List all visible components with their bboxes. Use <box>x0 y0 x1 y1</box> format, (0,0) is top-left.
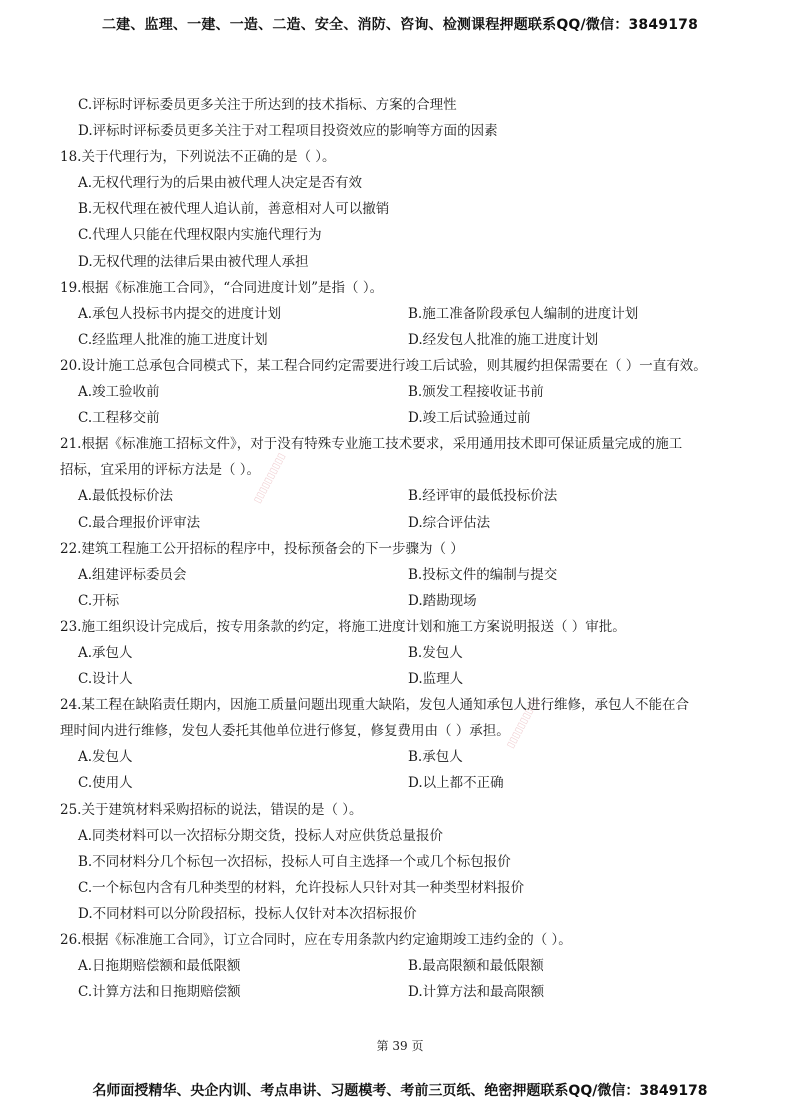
option-row <box>60 562 750 588</box>
page-footer: 名师面授精华、央企内训、考点串讲、习题模考、考前三页纸、绝密押题联系QQ/微信：3849178 <box>92 1083 708 1099</box>
question-24-stem: 24.某工程在缺陷责任期内，因施工质量问题出现重大缺陷，发包人通知承包人进行维修，承包人不能在合 <box>60 697 689 714</box>
option-row <box>60 640 750 666</box>
option-a: A.日拖期赔偿额和最低限额 <box>78 958 241 975</box>
option-d: D.经发包人批准的施工进度计划 <box>408 331 599 348</box>
option-b: B.发包人 <box>408 644 463 661</box>
question-23-stem: 23.施工组织设计完成后，按专用条款的约定，将施工进度计划和施工方案说明报送（ ）审批。 <box>60 618 626 635</box>
question-21-stem-continued: 招标，宜采用的评标方法是（ ）。 <box>60 462 261 479</box>
option-line: B.无权代理在被代理人追认前，善意相对人可以撤销 <box>78 201 390 218</box>
question-25-stem: 25.关于建筑材料采购招标的说法，错误的是（ ）。 <box>60 801 363 818</box>
option-line: D.不同材料可以分阶段招标，投标人仅针对本次招标报价 <box>78 905 417 922</box>
option-row <box>60 666 750 692</box>
option-b: B.经评审的最低投标价法 <box>408 488 558 505</box>
option-row <box>60 588 750 614</box>
option-row <box>60 510 750 536</box>
question-26-stem: 26.根据《标准施工合同》，订立合同时，应在专用条款内约定逾期竣工违约金的（ ）。 <box>60 932 572 948</box>
option-row <box>60 770 750 796</box>
option-d: D.踏勘现场 <box>408 592 477 609</box>
option-line: C.代理人只能在代理权限内实施代理行为 <box>78 227 322 244</box>
option-c: C.经监理人批准的施工进度计划 <box>78 331 268 348</box>
option-line: C.一个标包内含有几种类型的材料，允许投标人只针对其一种类型材料报价 <box>78 879 525 896</box>
question-21-stem: 21.根据《标准施工招标文件》，对于没有特殊专业施工技术要求，采用通用技术即可保证质量完成的施工 <box>60 436 683 453</box>
page-number: 第 39 页 <box>376 1039 424 1053</box>
option-b: B.最高限额和最低限额 <box>408 958 544 975</box>
option-d: D.以上都不正确 <box>408 775 504 792</box>
option-b: B.投标文件的编制与提交 <box>408 566 558 583</box>
option-line: A.同类材料可以一次招标分期交货，投标人对应供货总量报价 <box>78 827 444 844</box>
option-line: B.不同材料分几个标包一次招标，投标人可自主选择一个或几个标包报价 <box>78 853 511 870</box>
option-d: D.计算方法和最高限额 <box>408 984 545 1001</box>
option-a: A.承包人 <box>78 644 133 661</box>
option-row <box>60 744 750 770</box>
option-row <box>60 979 750 1005</box>
option-row <box>60 405 750 431</box>
option-d: D.监理人 <box>408 671 464 688</box>
option-line: D.评标时评标委员更多关注于对工程项目投资效应的影响等方面的因素 <box>78 123 498 140</box>
option-a: A.最低投标价法 <box>78 488 174 505</box>
option-line: A.无权代理行为的后果由被代理人决定是否有效 <box>78 175 363 192</box>
option-line: C.评标时评标委员更多关注于所达到的技术指标、方案的合理性 <box>78 97 457 113</box>
option-line: D.无权代理的法律后果由被代理人承担 <box>78 253 309 270</box>
option-a: A.组建评标委员会 <box>78 566 187 583</box>
option-d: D.综合评估法 <box>408 514 491 531</box>
option-row <box>60 301 750 327</box>
option-c: C.设计人 <box>78 671 133 688</box>
watermark-stamp: ▯▯▯▯▯▯▯▯▯▯ <box>505 696 541 751</box>
option-row <box>60 953 750 979</box>
option-row <box>60 483 750 509</box>
question-19-stem: 19.根据《标准施工合同》，“合同进度计划”是指（ ）。 <box>60 279 384 296</box>
option-c: C.开标 <box>78 592 120 609</box>
option-a: A.竣工验收前 <box>78 384 160 401</box>
question-22-stem: 22.建筑工程施工公开招标的程序中，投标预备会的下一步骤为（ ） <box>60 540 464 557</box>
option-c: C.计算方法和日拖期赔偿额 <box>78 984 241 1001</box>
option-a: A.承包人投标书内提交的进度计划 <box>78 305 282 322</box>
option-b: B.施工准备阶段承包人编制的进度计划 <box>408 305 639 322</box>
option-row <box>60 379 750 405</box>
option-b: B.颁发工程接收证书前 <box>408 384 544 401</box>
option-a: A.发包人 <box>78 749 133 766</box>
watermark-stamp: ▯▯▯▯▯▯▯▯▯▯ <box>252 451 288 506</box>
option-b: B.承包人 <box>408 749 463 766</box>
option-d: D.竣工后试验通过前 <box>408 410 531 427</box>
option-c: C.最合理报价评审法 <box>78 514 201 531</box>
option-c: C.使用人 <box>78 775 133 792</box>
question-content <box>60 92 750 1005</box>
question-20-stem: 20.设计施工总承包合同模式下，某工程合同约定需要进行竣工后试验，则其履约担保需要在（ ）一直有效。 <box>60 357 707 374</box>
option-c: C.工程移交前 <box>78 410 160 427</box>
question-24-stem-continued: 理时间内进行维修，发包人委托其他单位进行修复，修复费用由（ ）承担。 <box>60 723 510 740</box>
option-row <box>60 327 750 353</box>
page-header: 二建、监理、一建、一造、二造、安全、消防、咨询、检测课程押题联系QQ/微信：3849178 <box>101 17 699 33</box>
question-18-stem: 18.关于代理行为，下列说法不正确的是（ ）。 <box>60 149 336 166</box>
